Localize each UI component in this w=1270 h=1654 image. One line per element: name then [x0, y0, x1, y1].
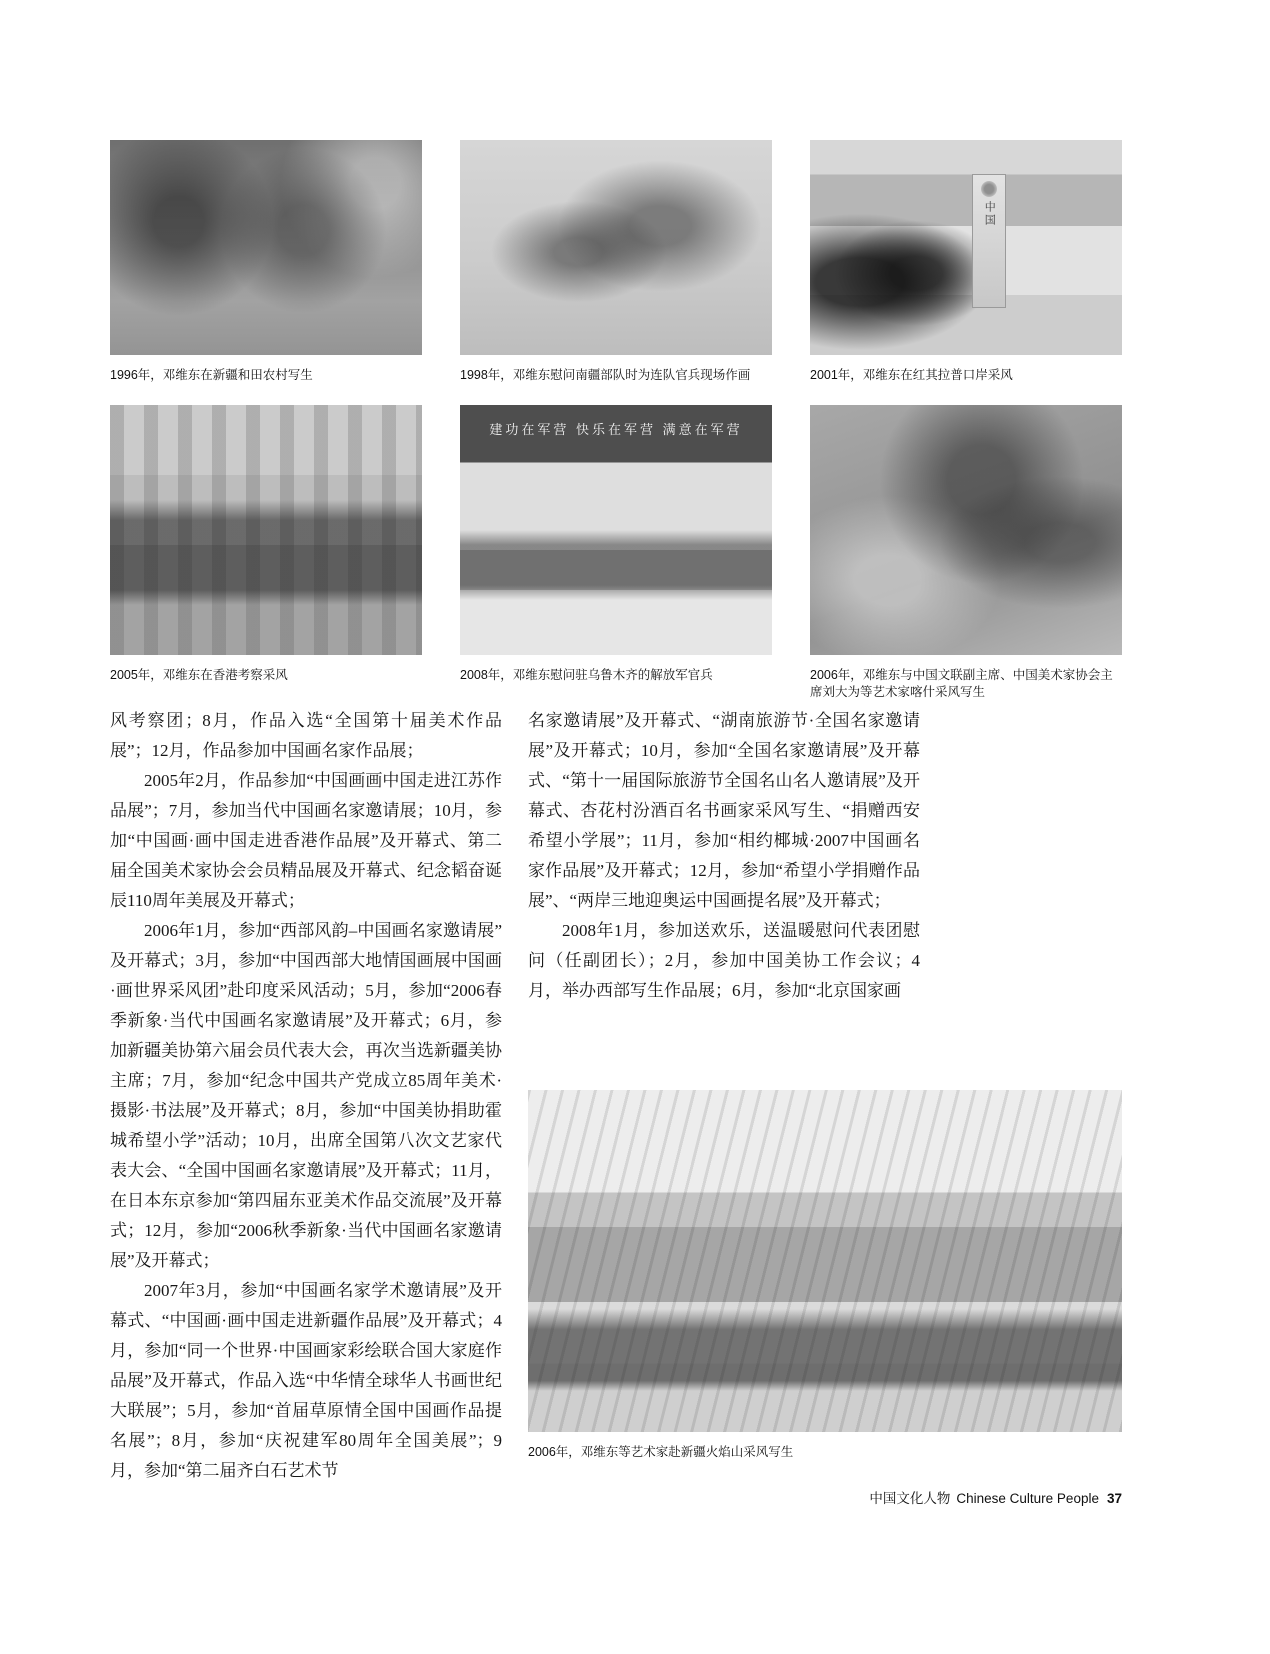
body-column-left: [110, 706, 502, 1486]
photo-2005-hongkong-figure: [110, 405, 422, 701]
body-column-right: [528, 706, 920, 1006]
photo-caption: 1996年，邓维东在新疆和田农村写生: [110, 368, 313, 382]
photo-2006-kashgar-figure: [810, 405, 1122, 701]
border-marker-text: 中国: [983, 201, 996, 228]
photo-row-2: [110, 405, 1122, 701]
photo-2008-urumqi: [460, 405, 772, 655]
photo-caption: 2005年，邓维东在香港考察采风: [110, 668, 288, 682]
body-paragraph: 2006年1月，参加“西部风韵–中国画名家邀请展”及开幕式；3月，参加“中国西部大地情国画展中国画·画世界采风团”赴印度采风活动；5月，参加“2006春季新象·当代中国画名家邀请展”及开幕式；6月，参加新疆美协第六届会员代表大会，再次当选新疆美协主席；7月，参加“纪念中国共产党成立85周年美术·摄影·书法展”及开幕式；8月，参加“中国美协捐助霍城希望小学”活动；10月，出席全国第八次文艺家代表大会、“全国中国画名家邀请展”及开幕式；11月，在日本东京参加“第四届东亚美术作品交流展”及开幕式；12月，参加“2006秋季新象·当代中国画名家邀请展”及开幕式；: [110, 921, 502, 1270]
photo-2001-border-figure: [810, 140, 1122, 384]
magazine-title-en: Chinese Culture People: [956, 1491, 1099, 1506]
photo-row-1: [110, 140, 1122, 384]
photo-2001-border: [810, 140, 1122, 355]
photo-2008-urumqi-figure: [460, 405, 772, 701]
photo-caption: 2001年，邓维东在红其拉普口岸采风: [810, 368, 1013, 382]
photo-1998-army-painting: [460, 140, 772, 355]
photo-1996-sketching-figure: [110, 140, 422, 384]
photo-2006-kashgar: [810, 405, 1122, 655]
photo-2006-flaming-mountain: [528, 1090, 1122, 1432]
photo-caption: 2008年，邓维东慰问驻乌鲁木齐的解放军官兵: [460, 668, 713, 682]
army-banner-text: 建功在军营 快乐在军营 满意在军营: [489, 422, 743, 437]
photo-1998-army-painting-figure: [460, 140, 772, 384]
body-paragraph: 2008年1月，参加送欢乐，送温暖慰问代表团慰问（任副团长）；2月，参加中国美协工作会议；4月，举办西部写生作品展；6月，参加“北京国家画: [528, 921, 920, 1000]
body-paragraph: 2005年2月，作品参加“中国画画中国走进江苏作品展”；7月，参加当代中国画名家邀请展；10月，参加“中国画·画中国走进香港作品展”及开幕式、第二届全国美术家协会会员精品展及开幕式、纪念韬奋诞辰110周年美展及开幕式；: [110, 771, 502, 910]
body-paragraph: 2007年3月，参加“中国画名家学术邀请展”及开幕式、“中国画·画中国走进新疆作品展”及开幕式；4月，参加“同一个世界·中国画家彩绘联合国大家庭作品展”及开幕式，作品入选“中华情全球华人书画世纪大联展”；5月，参加“首届草原情全国中国画作品提名展”；8月，参加“庆祝建军80周年全国美展”；9月，参加“第二届齐白石艺术节: [110, 1281, 502, 1480]
magazine-title-cn: 中国文化人物: [869, 1491, 951, 1506]
photo-caption: 2006年，邓维东与中国文联副主席、中国美术家协会主席刘大为等艺术家喀什采风写生: [810, 668, 1113, 699]
body-paragraph: 名家邀请展”及开幕式、“湖南旅游节·全国名家邀请展”及开幕式；10月，参加“全国名家邀请展”及开幕式、“第十一届国际旅游节全国名山名人邀请展”及开幕式、杏花村汾酒百名书画家采风写生、“捐赠西安希望小学展”；11月，参加“相约椰城·2007中国画名家作品展”及开幕式；12月，参加“希望小学捐赠作品展”、“两岸三地迎奥运中国画提名展”及开幕式；: [528, 711, 920, 910]
photo-1996-sketching: [110, 140, 422, 355]
photo-2005-hongkong: [110, 405, 422, 655]
photo-caption: 1998年，邓维东慰问南疆部队时为连队官兵现场作画: [460, 368, 751, 382]
page-footer: [110, 1487, 1122, 1507]
national-emblem-icon: [981, 181, 997, 197]
photo-caption: 2006年，邓维东等艺术家赴新疆火焰山采风写生: [528, 1445, 794, 1459]
body-paragraph: 风考察团；8月，作品入选“全国第十届美术作品展”；12月，作品参加中国画名家作品展；: [110, 711, 502, 760]
photo-2006-flaming-mountain-figure: [528, 1090, 1122, 1461]
page-number: 37: [1106, 1491, 1122, 1506]
border-marker-stone: [972, 174, 1006, 307]
